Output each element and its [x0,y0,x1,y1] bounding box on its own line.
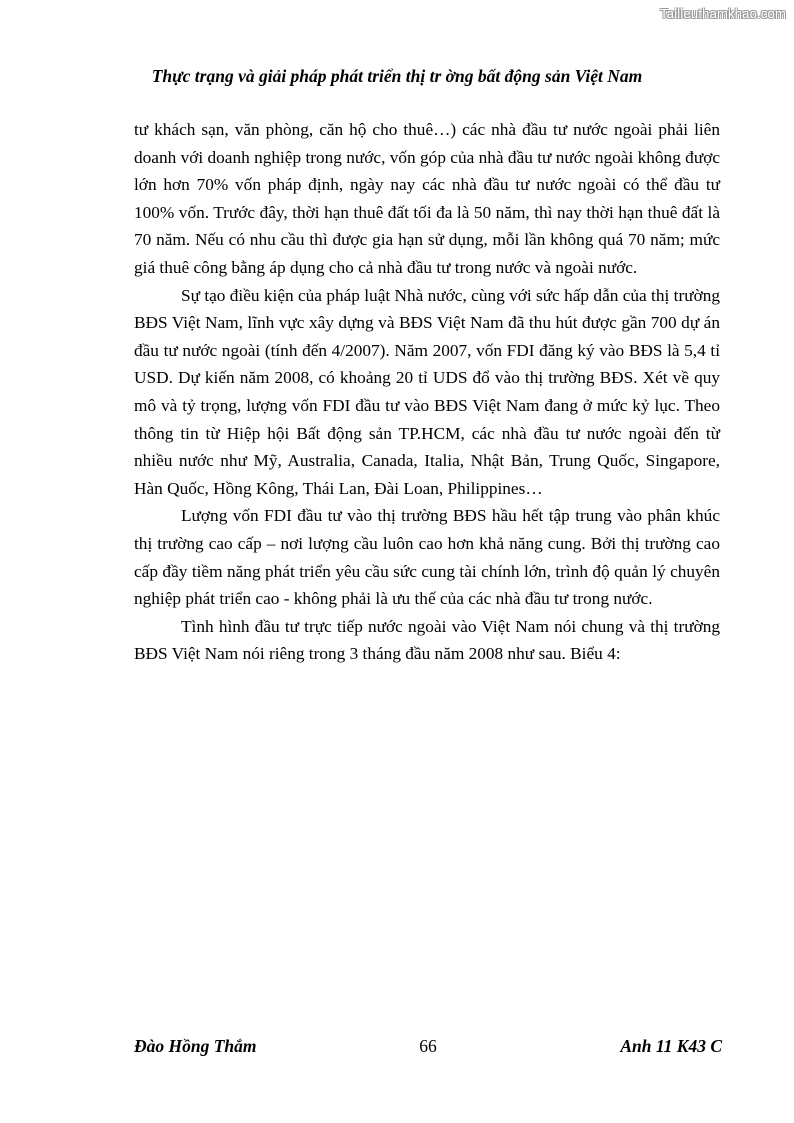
paragraph-2: Sự tạo điều kiện của pháp luật Nhà nước, cùng với sức hấp dẫn của thị trường BĐS Việt Nam, lĩnh vực xây dựng và BĐS Việt Nam đã thu hút được gần 700 dự án đầu tư nước ngoài (tính đến 4/2007). Năm 2007, vốn FDI đăng ký vào BĐS là 5,4 tỉ USD. Dự kiến năm 2008, có khoảng 20 tỉ UDS đổ vào thị trường BĐS. Xét về quy mô và tỷ trọng, lượng vốn FDI đầu tư vào BĐS Việt Nam đang ở mức kỷ lục. Theo thông tin từ Hiệp hội Bất động sản TP.HCM, các nhà đầu tư nước ngoài đến từ nhiều nước như Mỹ, Australia, Canada, Italia, Nhật Bản, Trung Quốc, Singapore, Hàn Quốc, Hồng Kông, Thái Lan, Đài Loan, Philippines… [134,285,720,498]
footer-class-code: Anh 11 K43 C [620,1036,722,1056]
footer-author: Đào Hồng Thắm [134,1036,257,1056]
watermark: Tailieuthamkhao.com [660,6,786,21]
paragraph-4: Tình hình đầu tư trực tiếp nước ngoài vào Việt Nam nói chung và thị trường BĐS Việt Nam nói riêng trong 3 tháng đầu năm 2008 như sau. Biểu 4: [134,616,720,664]
page-header-title: Thực trạng và giải pháp phát triển thị tr ờng bất động sản Việt Nam [151,66,643,86]
page-number: 66 [419,1036,437,1056]
paragraph-3: Lượng vốn FDI đầu tư vào thị trường BĐS hầu hết tập trung vào phân khúc thị trường cao cấp – nơi lượng cầu luôn cao hơn khả năng cung. Bởi thị trường cao cấp đầy tiềm năng phát triển yêu cầu sức cung tài chính lớn, trình độ quản lý chuyên nghiệp phát triển cao - không phải là ưu thế của các nhà đầu tư trong nước. [134,506,720,609]
page-footer [134,1036,722,1060]
paragraph-1: tư khách sạn, văn phòng, căn hộ cho thuê…) các nhà đầu tư nước ngoài phải liên doanh với doanh nghiệp trong nước, vốn góp của nhà đầu tư nước ngoài không được lớn hơn 70% vốn pháp định, ngày nay các nhà đầu tư nước ngoài có thể đầu tư 100% vốn. Trước đây, thời hạn thuê đất tối đa là 50 năm, thì nay thời hạn thuê đất là 70 năm. Nếu có nhu cầu thì được gia hạn sử dụng, mỗi lần không quá 70 năm; mức giá thuê công bằng áp dụng cho cả nhà đầu tư trong nước và ngoài nước. [134,120,720,277]
body-text [134,116,720,668]
